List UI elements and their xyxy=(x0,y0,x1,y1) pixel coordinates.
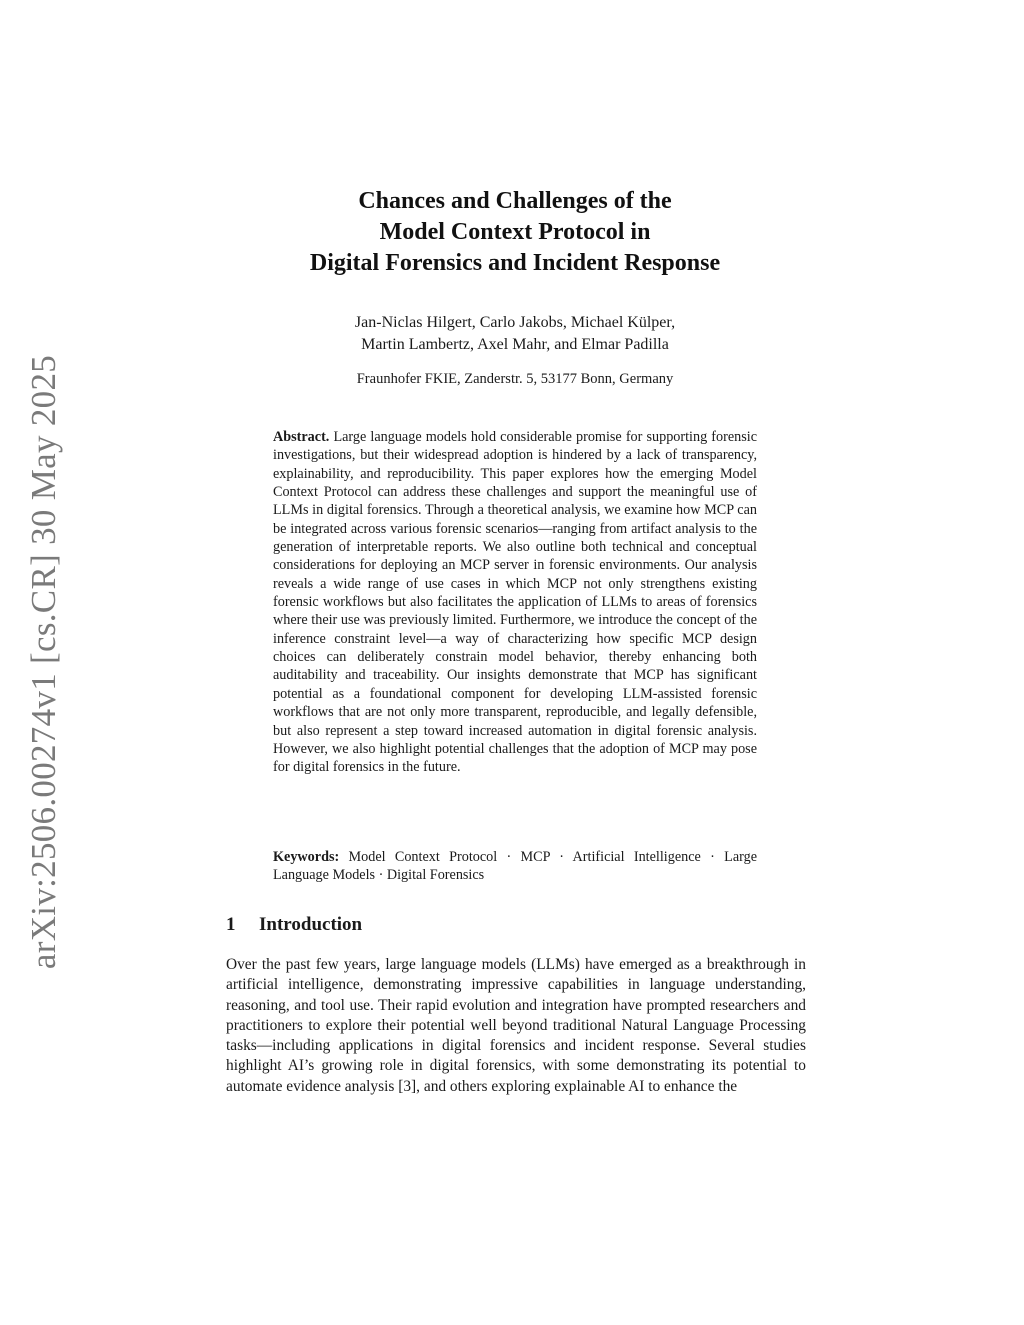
abstract-label: Abstract. xyxy=(273,429,334,445)
title-line-2: Model Context Protocol in xyxy=(379,219,651,245)
author-list xyxy=(200,312,830,356)
title-line-3: Digital Forensics and Incident Response xyxy=(309,250,721,276)
authors-line-1: Jan-Niclas Hilgert, Carlo Jakobs, Michael Külper, xyxy=(354,314,676,331)
arxiv-identifier[interactable]: arXiv:2506.00274v1 [cs.CR] 30 May 2025 xyxy=(24,354,63,970)
keywords xyxy=(273,848,757,885)
abstract xyxy=(273,428,757,777)
paper-title xyxy=(200,186,830,279)
abstract-text: Large language models hold considerable promise for supporting forensic investigations, but their widespread adoption is hindered by a lack of transparency, explainability, and reproducibility. This paper explores how the emerging Model Context Protocol can address these challenges and support the meaningful use of LLMs in digital forensics. Through a theoretical analysis, we examine how MCP can be integrated across various forensic scenarios—ranging from artifact analysis to the generation of interpretable reports. We also outline both technical and conceptual considerations for deploying an MCP server in forensic environments. Our analysis reveals a wide range of use cases in which MCP not only strengthens existing forensic workflows but also facilitates the application of LLMs to areas of forensics where their use was previously limited. Furthermore, we introduce the concept of the inference constraint level—a way of characterizing how specific MCP design choices can deliberately constrain model behavior, thereby enhancing both auditability and traceability. Our insights demonstrate that MCP has significant potential as a foundational component for developing LLM-assisted forensic workflows that are not only more transparent, reproducible, and legally defensible, but also represent a step toward increased automation in digital forensic analysis. However, we also highlight potential challenges that the adoption of MCP may pose for digital forensics in the future. xyxy=(273,429,757,776)
title-line-1: Chances and Challenges of the xyxy=(358,188,672,214)
authors-line-2: Martin Lambertz, Axel Mahr, and Elmar Padilla xyxy=(361,336,669,353)
section-title: Introduction xyxy=(259,914,363,935)
introduction-paragraph: Over the past few years, large language models (LLMs) have emerged as a breakthrough in artificial intelligence, demonstrating impressive capabilities in language understanding, reasoning, and tool use. Their rapid evolution and integration have prompted researchers and practitioners to explore their potential well beyond traditional Natural Language Processing tasks—including applications in digital forensics and incident response. Several studies highlight AI’s growing role in digital forensics, with some demonstrating its potential to automate evidence analysis [3], and others exploring explainable AI to enhance the xyxy=(226,956,806,1095)
keywords-text: Model Context Protocol · MCP · Artificial Intelligence · Large Language Models · Digital Forensics xyxy=(273,849,757,884)
section-heading xyxy=(226,913,362,937)
section-number: 1 xyxy=(226,914,236,935)
affiliation: Fraunhofer FKIE, Zanderstr. 5, 53177 Bonn, Germany xyxy=(356,371,674,387)
keywords-label: Keywords: xyxy=(273,849,349,865)
